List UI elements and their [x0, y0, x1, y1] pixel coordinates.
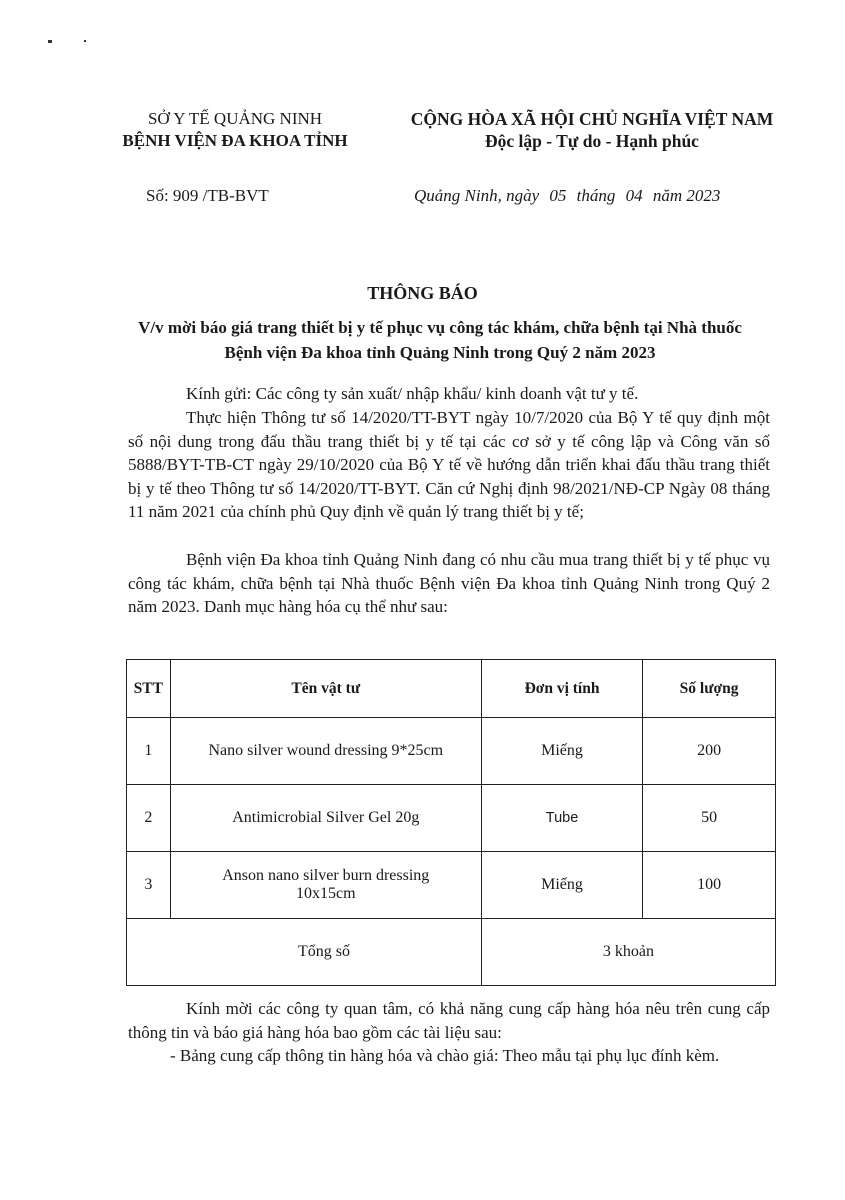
document-title: THÔNG BÁO: [367, 283, 478, 303]
header-unit: Đơn vị tính: [481, 660, 642, 718]
cell-unit: Miếng: [481, 718, 642, 785]
paragraph-demand: Bệnh viện Đa khoa tỉnh Quảng Ninh đang có nhu cầu mua trang thiết bị y tế phục vụ công tác khám, chữa bệnh tại Nhà thuốc Bệnh viện Đa khoa tỉnh Quảng Ninh trong Quý 2 năm 2023. Danh mục hàng hóa cụ thể như sau:: [128, 550, 770, 616]
document-number: Số: 909 /TB-BVT: [146, 186, 269, 205]
header-quantity: Số lượng: [643, 660, 776, 718]
country-name: CỘNG HÒA XÃ HỘI CHỦ NGHĨA VIỆT NAM: [410, 109, 774, 129]
header-item-name: Tên vật tư: [170, 660, 481, 718]
scan-speck: [48, 40, 52, 43]
cell-item-name: Antimicrobial Silver Gel 20g: [170, 785, 481, 852]
department-name: SỞ Y TẾ QUẢNG NINH: [147, 109, 323, 128]
cell-stt: 3: [127, 852, 171, 919]
total-label: Tổng số: [127, 919, 482, 986]
scan-speck: [84, 40, 86, 42]
table-row: [127, 785, 776, 852]
cell-quantity: 200: [643, 718, 776, 785]
date-month-label: tháng: [576, 186, 616, 205]
date-month: 04: [625, 186, 643, 205]
cell-quantity: 50: [643, 785, 776, 852]
motto: Độc lập - Tự do - Hạnh phúc: [485, 131, 699, 151]
national-header: [392, 108, 792, 152]
cell-unit: Miếng: [481, 852, 642, 919]
paragraph-document-list: - Bảng cung cấp thông tin hàng hóa và chào giá: Theo mẫu tại phụ lục đính kèm.: [170, 1046, 720, 1065]
paragraph-legal-basis: Thực hiện Thông tư số 14/2020/TT-BYT ngày 10/7/2020 của Bộ Y tế quy định một số nội dung trong đấu thầu trang thiết bị y tế tại các cơ sở y tế công lập và Công văn số 5888/BYT-TB-CT ngày 29/10/2020 của Bộ Y tế về hướng dẫn triển khai đấu thầu trang thiết bị y tế theo Thông tư số 14/2020/TT-BYT. Căn cứ Nghị định 98/2021/NĐ-CP Ngày 08 tháng 11 năm 2021 của chính phủ Quy định về quản lý trang thiết bị y tế;: [128, 408, 770, 521]
cell-quantity: 100: [643, 852, 776, 919]
date-place: Quảng Ninh, ngày: [414, 186, 540, 205]
total-value: 3 khoản: [481, 919, 775, 986]
hospital-name: BỆNH VIỆN ĐA KHOA TỈNH: [122, 131, 348, 150]
date-year: năm 2023: [652, 186, 721, 205]
cell-item-name: Anson nano silver burn dressing 10x15cm: [170, 852, 481, 919]
header-stt: STT: [127, 660, 171, 718]
greeting: Kính gửi: Các công ty sản xuất/ nhập khẩu/ kinh doanh vật tư y tế.: [186, 384, 639, 403]
table-total-row: [127, 919, 776, 986]
document-subject: V/v mời báo giá trang thiết bị y tế phục vụ công tác khám, chữa bệnh tại Nhà thuốc Bệnh viện Đa khoa tỉnh Quảng Ninh trong Quý 2 năm 2023: [138, 318, 742, 362]
cell-stt: 2: [127, 785, 171, 852]
paragraph-invitation: Kính mời các công ty quan tâm, có khả năng cung cấp hàng hóa nêu trên cung cấp thông tin và báo giá hàng hóa bao gồm các tài liệu sau:: [128, 999, 770, 1042]
table-row: [127, 852, 776, 919]
cell-item-name: Nano silver wound dressing 9*25cm: [170, 718, 481, 785]
date-day: 05: [549, 186, 567, 205]
cell-stt: 1: [127, 718, 171, 785]
table-header-row: [127, 660, 776, 718]
issuer-block: [90, 108, 380, 152]
date-line: [414, 186, 720, 206]
cell-unit: Tube: [481, 785, 642, 852]
table-row: [127, 718, 776, 785]
items-table: [126, 659, 776, 986]
